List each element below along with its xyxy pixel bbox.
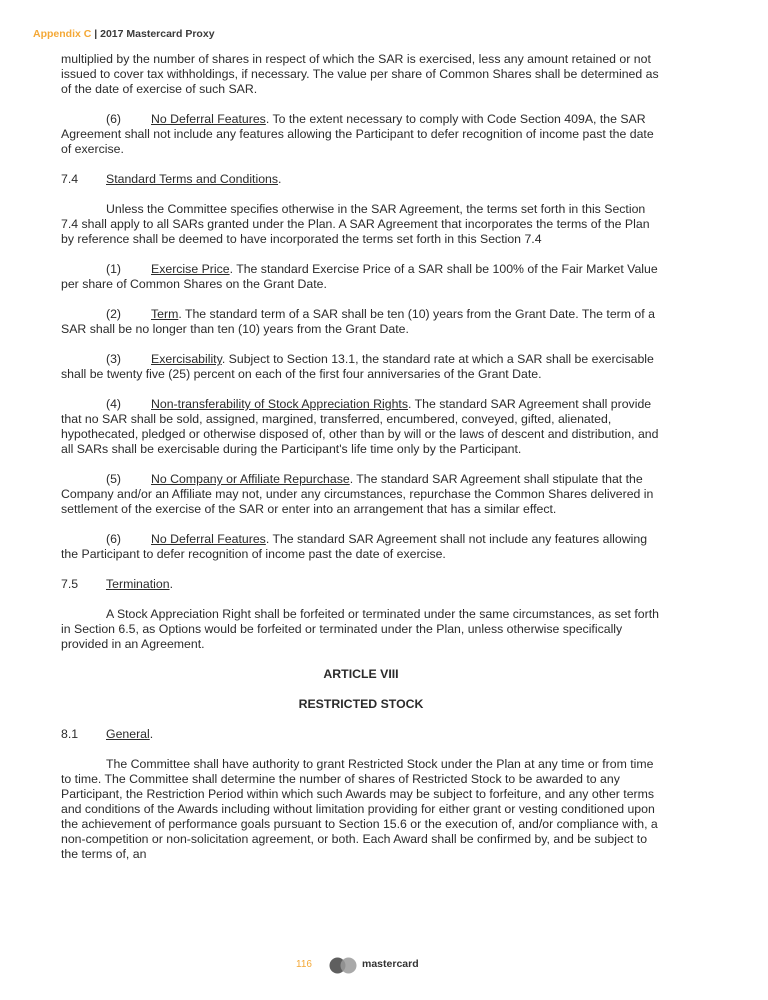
item-heading: Exercise Price [151, 262, 230, 276]
item-text: . To the extent necessary to comply with Code Section 409A, the SAR Agreement shall not include any features allowing the Participant to defer recognition of income past the date of exercise. [61, 112, 654, 156]
section-number: 7.5 [61, 577, 79, 591]
item-number: (6) [106, 532, 122, 546]
item-text: . The standard SAR Agreement shall provide that no SAR shall be sold, assigned, margined, transferred, encumbered, conveyed, gifted, alienated, hypothecated, pledged or otherwise disposed of, other than by will or the laws of descent and distribution, and all SARs shall be exercisable during the Participant's life time only by the Participant. [61, 397, 659, 456]
section-punct: . [169, 577, 173, 591]
item-number: (2) [106, 307, 122, 321]
page-number: 116 [296, 959, 312, 970]
item-text: . The standard SAR Agreement shall stipulate that the Company and/or an Affiliate may not, under any circumstances, repurchase the Common Shares delivered in settlement of the exercise of the SAR or enter into an arrangement that has a similar effect. [61, 472, 654, 516]
article-heading: ARTICLE VIII [323, 667, 399, 681]
item-4-non-transferability [61, 397, 661, 457]
section-7-4-intro: Unless the Committee specifies otherwise in the SAR Agreement, the terms set forth in this Section 7.4 shall apply to all SARs granted under the Plan. A SAR Agreement that incorporates the terms of the Plan by reference shall be deemed to have incorporated the terms set forth in this Section 7.4 [61, 202, 650, 246]
item-2-term [61, 307, 661, 337]
section-title: Standard Terms and Conditions [106, 172, 279, 186]
item-5-no-repurchase [61, 472, 661, 517]
section-punct: . [278, 172, 282, 186]
section-number: 7.4 [61, 172, 79, 186]
section-8-1-text: The Committee shall have authority to grant Restricted Stock under the Plan at any time or from time to time. The Committee shall determine the number of shares of Restricted Stock to be awarded to any Participant, the Restriction Period within which such Awards may be subject to forfeiture, and any other terms and conditions of the Awards including without limitation providing for either grant or vesting conditioned upon the achievement of performance goals pursuant to Section 15.6 or the execution of, and/or compliance with, a non-competition or non-solicitation agreement, or both. Each Award shall be confirmed by, and be subject to the terms of, an [61, 757, 658, 861]
item-text: . The standard SAR Agreement shall not include any features allowing the Participant to defer recognition of income past the date of exercise. [61, 532, 648, 561]
item-heading: Exercisability [151, 352, 222, 366]
item-number: (4) [106, 397, 122, 411]
item-heading: No Company or Affiliate Repurchase [151, 472, 350, 486]
section-title: General [106, 727, 150, 741]
item-3-exercisability [61, 352, 661, 382]
brand-name: mastercard [362, 958, 419, 970]
item-heading: Term [151, 307, 179, 321]
mastercard-logo-icon [329, 957, 357, 974]
item-text: . The standard term of a SAR shall be ten (10) years from the Grant Date. The term of a SAR shall be no longer than ten (10) years from the Grant Date. [61, 307, 655, 336]
document-body [61, 52, 661, 862]
item-heading: No Deferral Features [151, 112, 266, 126]
section-title: Termination [106, 577, 170, 591]
article-title: RESTRICTED STOCK [298, 697, 424, 711]
item-heading: Non-transferability of Stock Appreciation Rights [151, 397, 408, 411]
item-6-no-deferral [61, 112, 661, 157]
item-number: (3) [106, 352, 122, 366]
page-header [33, 28, 215, 40]
section-7-5-heading [61, 577, 661, 592]
paragraph-continuation: multiplied by the number of shares in respect of which the SAR is exercised, less any amount retained or not issued to cover tax withholdings, if necessary. The value per share of Common Shares shall be determined as of the date of exercise of such SAR. [61, 52, 659, 96]
section-8-1-heading [61, 727, 661, 742]
header-separator: | [91, 28, 101, 40]
item-text: . The standard Exercise Price of a SAR shall be 100% of the Fair Market Value per share of Common Shares on the Grant Date. [61, 262, 658, 291]
section-7-5-text: A Stock Appreciation Right shall be forfeited or terminated under the same circumstances, as set forth in Section 6.5, as Options would be forfeited or terminated under the Plan, unless otherwise specifically provided in an Agreement. [61, 607, 659, 651]
item-heading: No Deferral Features [151, 532, 266, 546]
section-punct: . [149, 727, 154, 741]
section-7-4-heading [61, 172, 661, 187]
logo-right-circle [341, 958, 357, 974]
section-number: 8.1 [61, 727, 79, 741]
item-6-no-deferral-standard [61, 532, 661, 562]
item-number: (5) [106, 472, 122, 486]
item-number: (1) [106, 262, 122, 276]
item-text: . Subject to Section 13.1, the standard rate at which a SAR shall be exercisable shall be twenty five (25) percent on each of the first four anniversaries of the Grant Date. [61, 352, 654, 381]
item-number: (6) [106, 112, 122, 126]
appendix-label: Appendix C [33, 28, 92, 40]
item-1-exercise-price [61, 262, 661, 292]
document-title: 2017 Mastercard Proxy [100, 28, 215, 40]
